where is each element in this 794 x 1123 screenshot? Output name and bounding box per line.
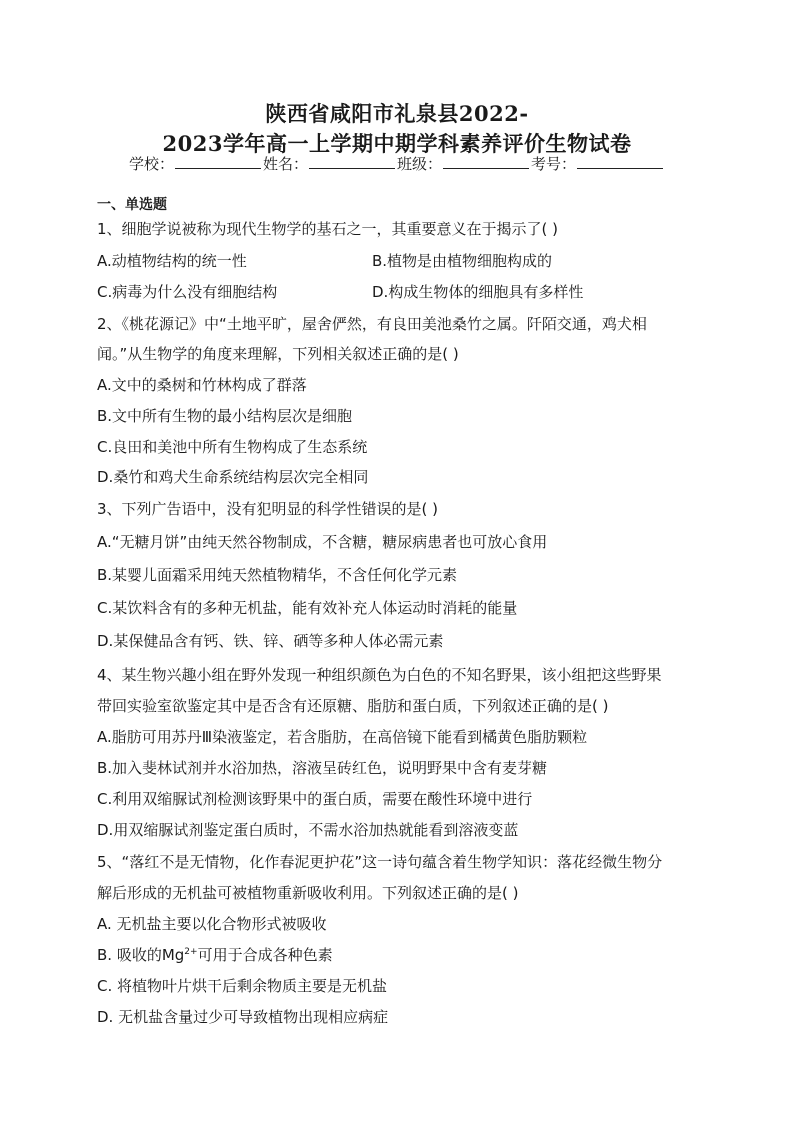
q4-stem-line1: 4、某生物兴趣小组在野外发现一种组织颜色为白色的不知名野果，该小组把这些野果 xyxy=(97,666,662,684)
q3-option-a: A.“无糖月饼”由纯天然谷物制成，不含糖，糖尿病患者也可放心食用 xyxy=(97,533,548,551)
q4-option-c: C.利用双缩脲试剂检测该野果中的蛋白质，需要在酸性环境中进行 xyxy=(97,790,533,808)
school-label: 学校： xyxy=(128,155,174,173)
exam-title-line1: 陕西省咸阳市礼泉县2022- xyxy=(265,101,529,126)
q3-stem: 3、下列广告语中，没有犯明显的科学性错误的是( ) xyxy=(97,500,439,518)
q1-option-c: C.病毒为什么没有细胞结构 xyxy=(97,283,278,301)
q5-option-d: D. 无机盐含量过少可导致植物出现相应病症 xyxy=(97,1008,389,1026)
exam-no-label: 考号： xyxy=(531,155,577,173)
q2-option-d: D.桑竹和鸡犬生命系统结构层次完全相同 xyxy=(97,468,369,486)
q4-option-d: D.用双缩脲试剂鉴定蛋白质时，不需水浴加热就能看到溶液变蓝 xyxy=(97,821,519,839)
student-info-row xyxy=(0,153,794,174)
q2-option-c: C.良田和美池中所有生物构成了生态系统 xyxy=(97,438,368,456)
q3-option-d: D.某保健品含有钙、铁、锌、硒等多种人体必需元素 xyxy=(97,632,444,650)
q5-option-b-pre: B. 吸收的Mg xyxy=(97,946,185,964)
class-blank[interactable] xyxy=(443,154,529,169)
q5-option-b xyxy=(97,944,333,965)
q4-stem-line2: 带回实验室欲鉴定其中是否含有还原糖、脂肪和蛋白质，下列叙述正确的是( ) xyxy=(97,697,609,715)
q5-option-a: A. 无机盐主要以化合物形式被吸收 xyxy=(97,915,327,933)
q5-option-c: C. 将植物叶片烘干后剩余物质主要是无机盐 xyxy=(97,977,388,995)
q2-option-b: B.文中所有生物的最小结构层次是细胞 xyxy=(97,407,353,425)
q3-option-b: B.某婴儿面霜采用纯天然植物精华，不含任何化学元素 xyxy=(97,566,458,584)
school-blank[interactable] xyxy=(175,154,261,169)
q1-option-b: B.植物是由植物细胞构成的 xyxy=(372,252,553,270)
section-heading: 一、单选题 xyxy=(97,197,167,213)
q5-stem-line1: 5、“落红不是无情物，化作春泥更护花”这一诗句蕴含着生物学知识：落花经微生物分 xyxy=(97,853,663,871)
q5-option-b-post: 可用于合成各种色素 xyxy=(197,946,333,964)
exam-no-blank[interactable] xyxy=(577,154,663,169)
q1-stem: 1、细胞学说被称为现代生物学的基石之一，其重要意义在于揭示了( ) xyxy=(97,220,559,238)
class-label: 班级： xyxy=(397,155,443,173)
q4-option-b: B.加入斐林试剂并水浴加热，溶液呈砖红色，说明野果中含有麦芽糖 xyxy=(97,759,548,777)
name-label: 姓名： xyxy=(262,155,308,173)
q5-option-b-sup: 2+ xyxy=(184,947,198,957)
q3-option-c: C.某饮料含有的多种无机盐，能有效补充人体运动时消耗的能量 xyxy=(97,599,518,617)
name-blank[interactable] xyxy=(309,154,395,169)
exam-title-line2: 2023学年高一上学期中期学科素养评价生物试卷 xyxy=(162,131,632,156)
q2-stem-line2: 闻。”从生物学的角度来理解，下列相关叙述正确的是( ) xyxy=(97,345,459,363)
q1-option-a: A.动植物结构的统一性 xyxy=(97,252,247,270)
q2-stem-line1: 2、《桃花源记》中“土地平旷，屋舍俨然，有良田美池桑竹之属。阡陌交通，鸡犬相 xyxy=(97,315,647,333)
q2-option-a: A.文中的桑树和竹林构成了群落 xyxy=(97,376,307,394)
q5-stem-line2: 解后形成的无机盐可被植物重新吸收利用。下列叙述正确的是( ) xyxy=(97,884,519,902)
q1-option-d: D.构成生物体的细胞具有多样性 xyxy=(372,283,584,301)
q4-option-a: A.脂肪可用苏丹Ⅲ染液鉴定，若含脂肪，在高倍镜下能看到橘黄色脂肪颗粒 xyxy=(97,728,588,746)
